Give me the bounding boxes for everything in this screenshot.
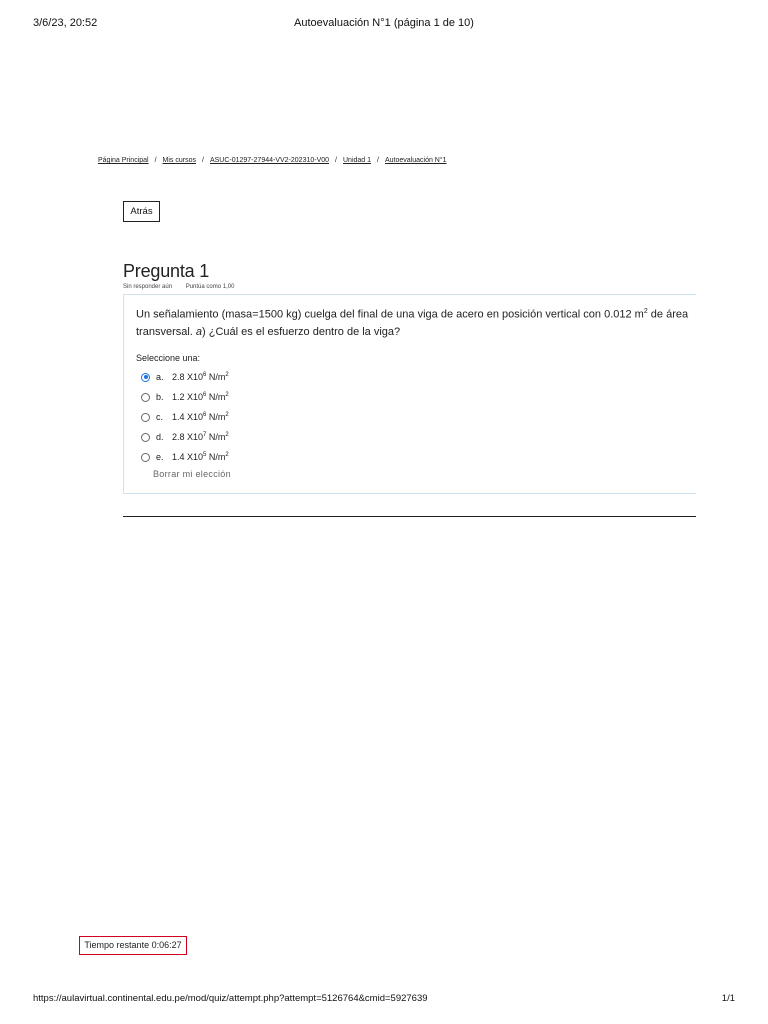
question-box — [123, 294, 696, 494]
option-letter: c. — [156, 412, 164, 422]
breadcrumb-separator: / — [335, 157, 337, 164]
radio-button-selected[interactable] — [141, 373, 150, 382]
print-date: 3/6/23, 20:52 — [33, 17, 98, 29]
option-letter: b. — [156, 392, 164, 402]
page-url: https://aulavirtual.continental.edu.pe/mod/quiz/attempt.php?attempt=5126764&cmid=5927639 — [33, 993, 428, 1004]
option-letter: e. — [156, 452, 164, 462]
option-c[interactable] — [141, 407, 229, 427]
breadcrumb-separator: / — [377, 157, 379, 164]
breadcrumb-my-courses[interactable]: Mis cursos — [162, 157, 196, 164]
select-prompt: Seleccione una: — [136, 353, 201, 363]
option-label: 2.8 $X10^6$ $N/m^2$ — [172, 372, 229, 382]
breadcrumb-course[interactable]: ASUC-01297-27944-VV2-202310-V00 — [209, 157, 330, 164]
option-letter: d. — [156, 432, 164, 442]
clear-choice-link[interactable]: Borrar mi elección — [153, 469, 231, 479]
breadcrumb-separator: / — [154, 157, 157, 164]
question-text: Un señalamiento (masa=1500 kg) cuelga del final de una viga de acero en posición vertical con 0.012 $m^2$ de área transversal. a) ¿Cuál es el esfuerzo dentro de la viga? — [136, 308, 689, 338]
breadcrumb-separator: / — [202, 157, 204, 164]
time-remaining-box: Tiempo restante 0:06:27 — [79, 936, 187, 955]
question-score: Puntúa como 1,00 — [185, 284, 235, 290]
option-label: 2.8 $X10^7$ $N/m^2$ — [172, 432, 229, 442]
radio-button[interactable] — [141, 413, 150, 422]
answer-options — [141, 367, 229, 467]
radio-button[interactable] — [141, 453, 150, 462]
question-title: Pregunta 1 — [123, 261, 210, 281]
print-header — [33, 17, 735, 31]
option-e[interactable] — [141, 447, 229, 467]
radio-button[interactable] — [141, 433, 150, 442]
option-b[interactable] — [141, 387, 229, 407]
option-label: 1.2 $X10^6$ $N/m^2$ — [172, 392, 229, 402]
question-info — [123, 284, 234, 290]
print-title: Autoevaluación N°1 (página 1 de 10) — [294, 17, 474, 29]
breadcrumb — [98, 157, 447, 164]
divider — [123, 516, 696, 517]
print-footer — [33, 993, 735, 1007]
option-label: 1.4 $X10^6$ $N/m^2$ — [172, 412, 229, 422]
back-button[interactable]: Atrás — [123, 201, 160, 222]
breadcrumb-unit[interactable]: Unidad 1 — [343, 157, 372, 164]
option-label: 1.4 $X10^5$ $N/m^2$ — [172, 452, 229, 462]
question-status: Sin responder aún — [123, 284, 173, 290]
breadcrumb-home[interactable]: Página Principal — [98, 157, 149, 164]
page-count: 1/1 — [721, 993, 735, 1004]
option-a[interactable] — [141, 367, 229, 387]
breadcrumb-quiz[interactable]: Autoevaluación N°1 — [384, 157, 447, 164]
option-letter: a. — [156, 372, 164, 382]
option-d[interactable] — [141, 427, 229, 447]
radio-button[interactable] — [141, 393, 150, 402]
